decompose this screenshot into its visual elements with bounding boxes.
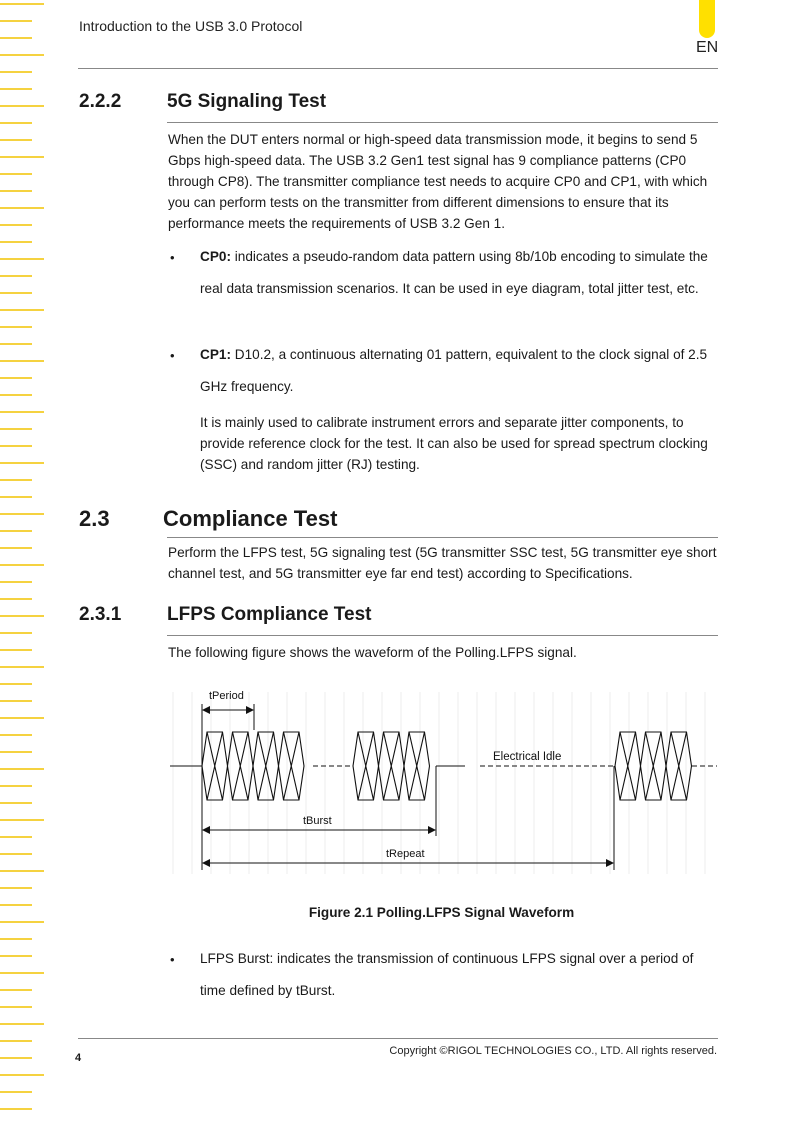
burst-pulse xyxy=(666,732,692,800)
copyright-notice: Copyright ©RIGOL TECHNOLOGIES CO., LTD. All rights reserved. xyxy=(389,1045,717,1057)
burst-pulse xyxy=(615,732,641,800)
bullet-cp1-extra: It is mainly used to calibrate instrument errors and separate jitter components, to provide reference clock for the test. It can also be used for spread spectrum clocking (SSC) and random jitter (RJ) testing. xyxy=(200,415,708,472)
language-label: EN xyxy=(696,39,719,56)
section-rule xyxy=(167,122,718,123)
bullet-term: CP1: xyxy=(200,347,231,362)
running-header-title: Introduction to the USB 3.0 Protocol xyxy=(79,18,303,34)
bullet-cp0 xyxy=(200,241,720,305)
burst-pulse xyxy=(279,732,305,800)
bullet-lfps-burst: LFPS Burst: indicates the transmission of continuous LFPS signal over a period of time defined by tBurst. xyxy=(200,951,694,998)
section-intro-paragraph: The following figure shows the waveform of the Polling.LFPS signal. xyxy=(168,645,577,660)
burst-pulse xyxy=(253,732,279,800)
burst-pulse xyxy=(353,732,379,800)
header-rule xyxy=(78,68,718,69)
section-rule xyxy=(167,537,718,538)
bullet-term: CP0: xyxy=(200,249,231,264)
burst-pulse xyxy=(202,732,228,800)
footer-rule xyxy=(78,1038,718,1039)
section-title-2-3: Compliance Test xyxy=(163,506,338,531)
trepeat-label: tRepeat xyxy=(386,848,425,860)
burst-pulse xyxy=(404,732,430,800)
tperiod-label: tPeriod xyxy=(209,690,244,702)
bullet-text: indicates a pseudo-random data pattern using 8b/10b encoding to simulate the real data transmission scenarios. It can be used in eye diagram, total jitter test, etc. xyxy=(200,249,708,296)
electrical-idle-label: Electrical Idle xyxy=(493,751,562,763)
figure-caption: Figure 2.1 Polling.LFPS Signal Waveform xyxy=(308,905,575,920)
bullet-marker: • xyxy=(170,348,175,363)
section-intro-paragraph: Perform the LFPS test, 5G signaling test (5G transmitter SSC test, 5G transmitter eye short channel test, and 5G transmitter eye far end test) according to Specifications. xyxy=(168,545,717,581)
margin-decoration xyxy=(0,0,46,1122)
section-number-2-3-1: 2.3.1 xyxy=(79,604,122,625)
bullet-cp1 xyxy=(200,339,720,403)
tburst-label: tBurst xyxy=(303,815,332,827)
section-number-2-2-2: 2.2.2 xyxy=(79,91,122,112)
section-rule xyxy=(167,635,718,636)
bullet-marker: • xyxy=(170,952,175,967)
bullet-text: D10.2, a continuous alternating 01 pattern, equivalent to the clock signal of 2.5 GHz frequency. xyxy=(200,347,708,394)
lfps-waveform-figure xyxy=(165,684,720,880)
burst-pulse xyxy=(641,732,667,800)
bullet-marker: • xyxy=(170,250,175,265)
section-title-2-2-2: 5G Signaling Test xyxy=(167,91,327,112)
section-intro-paragraph: When the DUT enters normal or high-speed data transmission mode, it begins to send 5 Gbps high-speed data. The USB 3.2 Gen1 test signal has 9 compliance patterns (CP0 through CP8). The transmitter compliance test needs to acquire CP0 and CP1, with which you can perform tests on the transmitter from different dimensions to ensure that its performance meets the requirements of USB 3.2 Gen 1. xyxy=(168,132,708,231)
page-number: 4 xyxy=(75,1052,82,1064)
section-number-2-3: 2.3 xyxy=(79,506,110,531)
section-title-2-3-1: LFPS Compliance Test xyxy=(167,604,372,625)
language-tab xyxy=(699,0,715,38)
